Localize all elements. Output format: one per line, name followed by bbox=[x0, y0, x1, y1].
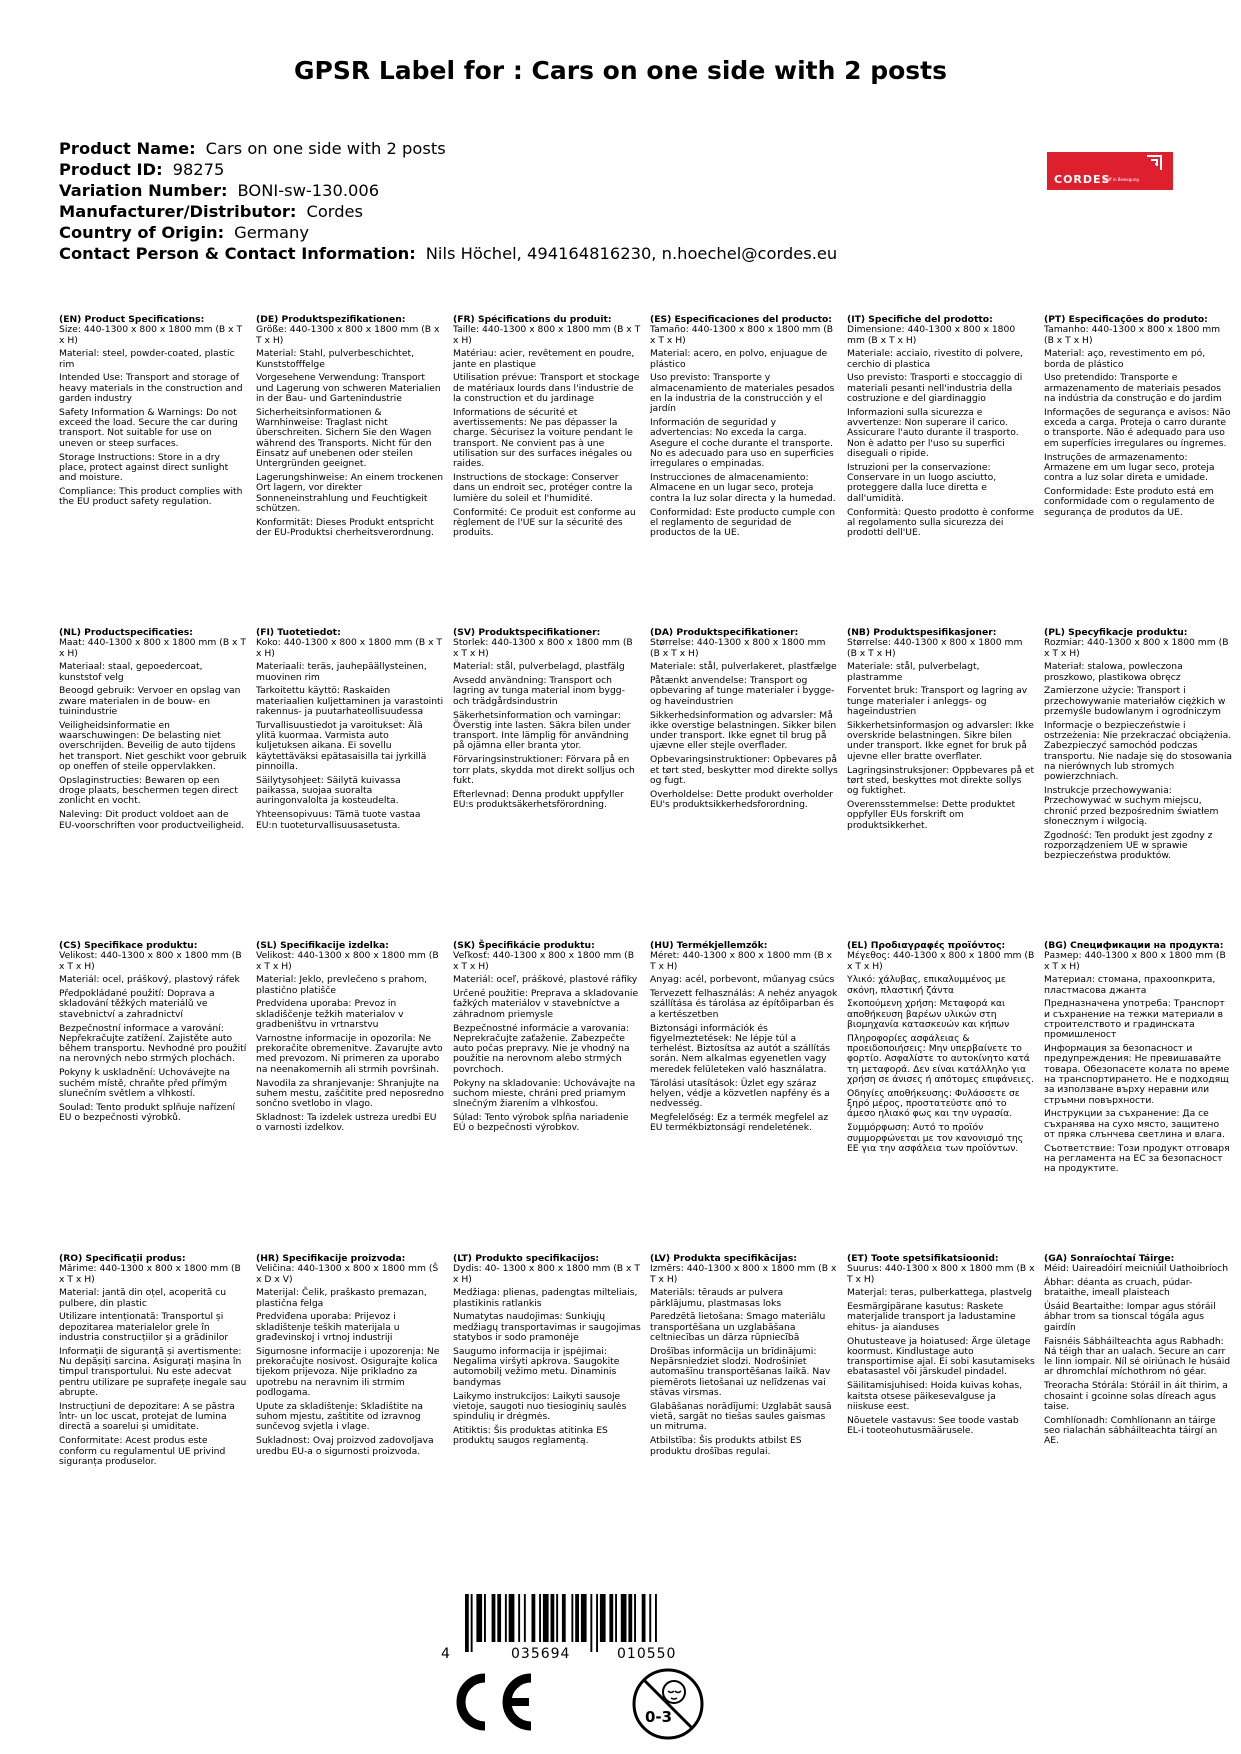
spec-paragraph: Σκοπούμενη χρήση: Μεταφορά και αποθήκευση βαρέων υλικών στη βιομηχανία κατασκευών και κήπων bbox=[847, 998, 1010, 1031]
spec-paragraph: Nõuetele vastavus: See toode vastab EL-i tooteohutusmäärusele. bbox=[847, 1414, 1019, 1436]
spec-paragraph: Lagringsinstruksjoner: Oppbevares på et tørt sted, beskyttes mot direkte sollys og fuktighet. bbox=[847, 764, 1035, 797]
barcode-bars bbox=[465, 1594, 657, 1652]
spec-paragraph: Opbevaringsinstruktioner: Opbevares på et tørt sted, beskytter mod direkte sollys og fugt. bbox=[650, 754, 838, 786]
barcode-bar bbox=[642, 1594, 646, 1642]
spec-paragraph: Instrukcje przechowywania: Przechowywać w suchym miejscu, chronić przed bezpośrednim światłem słonecznym i wilgocią. bbox=[1044, 785, 1219, 828]
barcode-bar bbox=[649, 1594, 651, 1642]
spec-paragraph: Soulad: Tento produkt splňuje nařízení EU o bezpečnosti výrobků. bbox=[59, 1101, 236, 1123]
spec-paragraph: Intended Use: Transport and storage of heavy materials in the construction and garden industry bbox=[59, 372, 243, 405]
spec-paragraph: Předpokládané použití: Doprava a skladování těžkých materiálů ve stavebnictví a zahradnictví bbox=[59, 988, 215, 1020]
product-id-value: 98275 bbox=[172, 160, 225, 179]
spec-paragraph: Tarkoitettu käyttö: Raskaiden materiaalien kuljettaminen ja varastointi rakennus- ja puutarhateollisuudessa bbox=[256, 685, 444, 718]
spec-paragraph: Conformitate: Acest produs este conform cu regulamentul UE privind siguranța produselor. bbox=[59, 1435, 226, 1467]
spec-paragraph: Bezpečnostní informace a varování: Nepřekračujte zatížení. Zajistěte auto během transportu. Nevhodné pro použití na nerovných nebo strmých plochách. bbox=[59, 1022, 247, 1065]
spec-block bbox=[1044, 1254, 1232, 1450]
spec-paragraph: Taille: 440-1300 x 800 x 1800 mm (B x T x H) bbox=[453, 324, 641, 346]
spec-paragraph: Materjal: teras, pulberkattega, plastvelg bbox=[847, 1287, 1032, 1299]
spec-paragraph: Drošības informācija un brīdinājumi: Nepārsniedziet slodzi. Nodrošiniet automašīnu transportēšanas laikā. Nav piemērots lietošanai uz nelīdzenas vai stāvas virsmas. bbox=[650, 1345, 831, 1399]
spec-block bbox=[256, 315, 444, 542]
barcode-bar bbox=[562, 1594, 566, 1642]
barcode-bar bbox=[532, 1594, 536, 1642]
spec-block bbox=[59, 315, 247, 511]
spec-paragraph: Pokyny na skladovanie: Uchovávajte na suchom mieste, chráni pred priamym slnečným žiarením a vlhkosťou. bbox=[453, 1077, 636, 1110]
page-title: GPSR Label for : Cars on one side with 2 posts bbox=[294, 56, 947, 85]
barcode-bar bbox=[575, 1594, 579, 1642]
barcode-bar bbox=[543, 1594, 549, 1642]
spec-paragraph: Saugumo informacija ir įspėjimai: Negalima viršyti apkrova. Saugokite automobilį vežimo metu. Dinaminis bandymas bbox=[453, 1345, 620, 1388]
spec-paragraph: Предназначена употреба: Транспорт и съхранение на тежки материали в строителството и градинската промишленост bbox=[1044, 998, 1225, 1041]
spec-heading: (ET) Toote spetsifikatsioonid: bbox=[847, 1253, 999, 1264]
spec-paragraph: Naleving: Dit product voldoet aan de EU-voorschriften voor productveiligheid. bbox=[59, 809, 245, 831]
spec-heading: (NL) Productspecificaties: bbox=[59, 627, 193, 638]
spec-paragraph: Säkerhetsinformation och varningar: Överstig inte lasten. Säkra bilen under transport. Inte lämplig för användning på ojämna eller branta ytor. bbox=[453, 709, 631, 752]
spec-paragraph: Utilizare intenționată: Transportul și depozitarea materialelor grele în industria construcțiilor și a grădinilor bbox=[59, 1311, 229, 1344]
spec-heading: (BG) Спецификации на продукта: bbox=[1044, 940, 1224, 951]
spec-paragraph: Faisnéis Sábháilteachta agus Rabhadh: Ná téigh thar an ualach. Secure an carr le linn iompair. Níl sé oiriúnach le húsáid ar dhromchlaí míchothrom nó géar. bbox=[1044, 1335, 1231, 1378]
spec-paragraph: Predvidena uporaba: Prevoz in skladiščenje težkih materialov v gradbeništvu in vrtnarstvu bbox=[256, 998, 404, 1031]
variation-number-value: BONI-sw-130.006 bbox=[237, 181, 380, 200]
spec-paragraph: Turvallisuustiedot ja varoitukset: Älä ylitä kuormaa. Varmista auto kuljetuksen aikana. Ei sovellu käytettäväksi epätasaisilla tai jyrkillä pinnoilla. bbox=[256, 719, 427, 773]
spec-paragraph: Μέγεθος: 440-1300 x 800 x 1800 mm (B x T x H) bbox=[847, 950, 1035, 972]
spec-paragraph: Materiāls: tērauds ar pulvera pārklājumu, plastmasas loks bbox=[650, 1287, 784, 1309]
spec-paragraph: Инструкции за съхранение: Да се съхранява на сухо място, защитено от пряка слънчева светлина и влага. bbox=[1044, 1108, 1225, 1141]
spec-block bbox=[256, 1254, 444, 1460]
spec-paragraph: Съответствие: Този продукт отговаря на регламента на ЕС за безопасност на продуктите. bbox=[1044, 1142, 1230, 1175]
spec-paragraph: Materiale: acciaio, rivestito di polvere, cerchio di plastica bbox=[847, 348, 1023, 370]
spec-block bbox=[1044, 941, 1232, 1178]
barcode-bar bbox=[590, 1594, 592, 1652]
contact-row bbox=[59, 243, 837, 264]
spec-block bbox=[650, 1254, 838, 1460]
barcode-bar bbox=[465, 1594, 469, 1652]
contact-label: Contact Person & Contact Information: bbox=[59, 244, 416, 263]
spec-paragraph: Material: Stahl, pulverbeschichtet, Kunststofffelge bbox=[256, 348, 415, 370]
spec-paragraph: Velikost: 440-1300 x 800 x 1800 mm (B x T x H) bbox=[256, 950, 439, 972]
spec-paragraph: Veiligheidsinformatie en waarschuwingen: De belasting niet overschrijden. Beveilig de auto tijdens het transport. Niet geschikt voor gebruik op oneffen of steile oppervlakken. bbox=[59, 719, 247, 773]
spec-paragraph: Instructions de stockage: Conserver dans un endroit sec, protéger contre la lumière du soleil et l'humidité. bbox=[453, 472, 633, 504]
spec-paragraph: Sukladnost: Ovaj proizvod zadovoljava uredbu EU-a o sigurnosti proizvoda. bbox=[256, 1435, 434, 1457]
spec-paragraph: Materiaali: teräs, jauhepäällysteinen, muovinen rim bbox=[256, 661, 427, 683]
barcode-digits-left: 035694 bbox=[511, 1646, 571, 1660]
barcode-bar bbox=[609, 1594, 613, 1642]
spec-block bbox=[650, 628, 838, 814]
spec-paragraph: Materiál: oceľ, práškové, plastové ráfiky bbox=[453, 974, 638, 986]
country-value: Germany bbox=[234, 223, 309, 242]
spec-paragraph: Numatytas naudojimas: Sunkiųjų medžiagų transportavimas ir saugojimas statybos ir sodo pramonėje bbox=[453, 1311, 641, 1344]
logo-text: CORDES bbox=[1054, 173, 1111, 186]
spec-paragraph: Opslaginstructies: Bewaren op een droge plaats, beschermen tegen direct zonlicht en vocht. bbox=[59, 774, 238, 807]
spec-paragraph: Rozmiar: 440-1300 x 800 x 1800 mm (B x T x H) bbox=[1044, 637, 1229, 659]
spec-paragraph: Pokyny k uskladnění: Uchovávejte na suchém místě, chraňte před přímým slunečním světlem a vlhkostí. bbox=[59, 1067, 231, 1099]
spec-block bbox=[453, 315, 641, 542]
spec-paragraph: Maat: 440-1300 x 800 x 1800 mm (B x T x H) bbox=[59, 637, 247, 659]
spec-paragraph: Upute za skladištenje: Skladištite na suhom mjestu, zaštitite od izravnog sunčevog svjetla i vlage. bbox=[256, 1400, 423, 1433]
spec-paragraph: Materiale: stål, pulverlakeret, plastfælge bbox=[650, 661, 837, 673]
spec-paragraph: Información de seguridad y advertencias: No exceda la carga. Asegure el coche durante el transporte. No es adecuado para uso en superficies irregulares o empinadas. bbox=[650, 417, 834, 470]
spec-paragraph: Vorgesehene Verwendung: Transport und Lagerung von schweren Materialien in der Bau- und Gartenindustrie bbox=[256, 372, 441, 405]
spec-block bbox=[453, 941, 641, 1137]
ce-mark-icon bbox=[455, 1672, 537, 1732]
spec-block bbox=[847, 628, 1035, 834]
spec-block bbox=[453, 1254, 641, 1450]
barcode-bar bbox=[581, 1594, 587, 1642]
spec-block bbox=[59, 628, 247, 834]
spec-heading: (CS) Specifikace produktu: bbox=[59, 940, 198, 951]
barcode bbox=[441, 1594, 761, 1660]
spec-paragraph: Storage Instructions: Store in a dry place, protect against direct sunlight and moisture. bbox=[59, 451, 229, 484]
spec-heading: (RO) Specificații produs: bbox=[59, 1253, 186, 1264]
spec-block bbox=[847, 1254, 1035, 1440]
product-id-row bbox=[59, 159, 837, 180]
spec-paragraph: Conformidad: Este producto cumple con el reglamento de seguridad de productos de la UE. bbox=[650, 506, 836, 539]
spec-heading: (EN) Product Specifications: bbox=[59, 314, 205, 325]
spec-heading: (IT) Specifiche del prodotto: bbox=[847, 314, 993, 325]
spec-paragraph: Izmērs: 440-1300 x 800 x 1800 mm (B x T x H) bbox=[650, 1263, 837, 1285]
spec-paragraph: Uso previsto: Transporte y almacenamiento de materiales pesados en la industria de la construcción y el jardín bbox=[650, 372, 835, 415]
spec-paragraph: Utilisation prévue: Transport et stockage de matériaux lourds dans l'industrie de la construction et du jardinage bbox=[453, 372, 640, 405]
spec-paragraph: Overensstemmelse: Dette produktet oppfyller EUs forskrift om produktsikkerhet. bbox=[847, 798, 1016, 831]
spec-paragraph: Materiale: stål, pulverbelagt, plastramme bbox=[847, 661, 980, 683]
spec-paragraph: Информация за безопасност и предупреждения: Не превишавайте товара. Обезопасете колата по време на транспортирането. Не е подходящ за използване върху неравни или стръмни повърхности. bbox=[1044, 1043, 1230, 1106]
spec-paragraph: Velikost: 440-1300 x 800 x 1800 mm (B x T x H) bbox=[59, 950, 242, 972]
spec-paragraph: Predviđena uporaba: Prijevoz i skladištenje teških materijala u građevinskoj i vrtnoj industriji bbox=[256, 1311, 400, 1344]
spec-paragraph: Material: Jeklo, prevlečeno s prahom, plastično platišče bbox=[256, 974, 428, 996]
spec-paragraph: Säilytysohjeet: Säilytä kuivassa paikassa, suojaa suoralta auringonvalolta ja kosteudelta. bbox=[256, 774, 401, 807]
spec-paragraph: Material: jantă din oțel, acoperită cu pulbere, din plastic bbox=[59, 1287, 227, 1309]
spec-block bbox=[256, 628, 444, 834]
spec-paragraph: Lagerungshinweise: An einem trockenen Ort lagern, vor direkter Sonneneinstrahlung und Feuchtigkeit schützen. bbox=[256, 472, 444, 515]
manufacturer-value: Cordes bbox=[306, 202, 364, 221]
spec-paragraph: Größe: 440-1300 x 800 x 1800 mm (B x T x H) bbox=[256, 324, 440, 346]
spec-paragraph: Informations de sécurité et avertissements: Ne pas dépasser la charge. Sécurisez la voiture pendant le transport. Ne convient pas à une utilisation sur des surfaces inégales ou raides. bbox=[453, 406, 633, 470]
spec-paragraph: Πληροφορίες ασφάλειας & προειδοποιήσεις: Μην υπερβαίνετε το φορτίο. Ασφαλίστε το αυτοκίνητο κατά τη μεταφορά. Δεν είναι κατάλληλο για χρήση σε άνισες ή απότομες επιφάνειες. bbox=[847, 1032, 1035, 1086]
spec-paragraph: Safety Information & Warnings: Do not exceed the load. Secure the car during transport. Not suitable for use on uneven or steep surfaces. bbox=[59, 406, 238, 449]
spec-paragraph: Laikymo instrukcijos: Laikyti sausoje vietoje, saugoti nuo tiesioginių saulės spindulių ir drėgmės. bbox=[453, 1390, 627, 1423]
product-info bbox=[59, 138, 837, 264]
barcode-bar bbox=[471, 1594, 473, 1652]
spec-block bbox=[256, 941, 444, 1137]
logo-slogan: Griff in Bewegung bbox=[1103, 177, 1139, 182]
spec-block bbox=[847, 315, 1035, 542]
spec-paragraph: Förvaringsinstruktioner: Förvara på en torr plats, skydda mot direkt solljus och fukt. bbox=[453, 754, 635, 786]
barcode-bar bbox=[615, 1594, 617, 1642]
spec-paragraph: Tamaño: 440-1300 x 800 x 1800 mm (B x T x H) bbox=[650, 324, 834, 346]
barcode-bar bbox=[634, 1594, 636, 1642]
spec-paragraph: Sicherheitsinformationen & Warnhinweise: Traglast nicht überschreiten. Sichern Sie den Wagen während des Transports. Nicht für den Einsatz auf unebenen oder steilen Untergründen geeignet. bbox=[256, 406, 432, 470]
contact-value: Nils Höchel, 494164816230, n.hoechel@cordes.eu bbox=[425, 244, 838, 263]
spec-heading: (PL) Specyfikacje produktu: bbox=[1044, 627, 1188, 638]
spec-paragraph: Ohutusteave ja hoiatused: Ärge ületage koormust. Kindlustage auto transportimise ajal. Ei sobi kasutamiseks ebatasastel või järskudel pindadel. bbox=[847, 1335, 1035, 1378]
spec-heading: (GA) Sonraíochtaí Táirge: bbox=[1044, 1253, 1175, 1264]
spec-paragraph: Forventet bruk: Transport og lagring av tunge materialer i anleggs- og hageindustrien bbox=[847, 685, 1028, 718]
spec-paragraph: Материал: стомана, прахоопкрита, пластмасова джанта bbox=[1044, 974, 1216, 996]
barcode-bar bbox=[600, 1594, 606, 1642]
spec-heading: (DA) Produktspecifikationer: bbox=[650, 627, 799, 638]
barcode-bar bbox=[518, 1594, 520, 1642]
spec-paragraph: Storlek: 440-1300 x 800 x 1800 mm (B x T x H) bbox=[453, 637, 633, 659]
spec-paragraph: Eesmärgipärane kasutus: Raskete materjalide transport ja ladustamine ehitus- ja aianduses bbox=[847, 1301, 1016, 1333]
spec-paragraph: Sigurnosne informacije i upozorenja: Ne prekoračujte nosivost. Osigurajte kolica tijekom prijevoza. Nije prikladno za upotrebu na neravnim ili strmim podlogama. bbox=[256, 1345, 440, 1399]
spec-heading: (SL) Specifikacije izdelka: bbox=[256, 940, 389, 951]
spec-paragraph: Tárolási utasítások: Üzlet egy száraz helyen, védje a közvetlen napfény és a nedvesség. bbox=[650, 1077, 830, 1110]
barcode-digit-prefix: 4 bbox=[441, 1646, 450, 1660]
spec-paragraph: Informații de siguranță și avertismente: Nu depășiți sarcina. Asigurați mașina în timpul transportului. Nu este adecvat pentru utilizare pe suprafețe inegale sau abrupte. bbox=[59, 1345, 247, 1399]
spec-paragraph: Размер: 440-1300 x 800 x 1800 mm (B x T x H) bbox=[1044, 950, 1226, 972]
spec-paragraph: Atbilstība: Šis produkts atbilst ES produktu drošības regulai. bbox=[650, 1435, 802, 1457]
barcode-bar bbox=[556, 1594, 558, 1642]
spec-paragraph: Ábhar: déanta as cruach, púdar-brataithe, imeall plaisteach bbox=[1044, 1277, 1193, 1299]
country-label: Country of Origin: bbox=[59, 223, 225, 242]
spec-paragraph: Matériau: acier, revêtement en poudre, jante en plastique bbox=[453, 348, 635, 370]
spec-paragraph: Tamanho: 440-1300 x 800 x 1800 mm (B x T x H) bbox=[1044, 324, 1221, 346]
spec-paragraph: Uso pretendido: Transporte e armazenamento de materiais pesados na indústria da construção e do jardim bbox=[1044, 372, 1222, 405]
spec-heading: (EL) Προδιαγραφές προϊόντος: bbox=[847, 940, 1006, 951]
spec-paragraph: Koko: 440-1300 x 800 x 1800 mm (B x T x H) bbox=[256, 637, 443, 659]
spec-paragraph: Conformidade: Este produto está em conformidade com o regulamento de segurança de produtos da UE. bbox=[1044, 485, 1215, 518]
spec-paragraph: Určené použitie: Preprava a skladovanie ťažkých materiálov v stavebníctve a záhradnom priemysle bbox=[453, 988, 639, 1020]
spec-paragraph: Paredzētā lietošana: Smago materiālu transportēšana un uzglabāšana celtniecības un dārza rūpniecībā bbox=[650, 1311, 826, 1344]
barcode-bar bbox=[628, 1594, 632, 1642]
product-name-value: Cars on one side with 2 posts bbox=[205, 139, 446, 158]
spec-paragraph: Conformité: Ce produit est conforme au règlement de l'UE sur la sécurité des produits. bbox=[453, 506, 636, 539]
spec-paragraph: Bezpečnostné informácie a varovania: Neprekračujte zaťaženie. Zabezpečte auto počas prepravy. Nie je vhodný na použitie na nerovnom alebo strmých povrchoch. bbox=[453, 1022, 630, 1075]
spec-paragraph: Uso previsto: Trasporti e stoccaggio di materiali pesanti nell'industria della costruzione e del giardinaggio bbox=[847, 372, 1023, 405]
manufacturer-label: Manufacturer/Distributor: bbox=[59, 202, 297, 221]
variation-number-row bbox=[59, 180, 837, 201]
spec-paragraph: Biztonsági információk és figyelmeztetések: Ne lépje túl a terhelést. Biztosítsa az autót a szállítás során. Nem alkalmas egyenetlen vagy meredek felületeken való használatra. bbox=[650, 1022, 830, 1075]
spec-paragraph: Sikkerhetsinformasjon og advarsler: Ikke overskride belastningen. Sikre bilen under transport. Ikke egnet for bruk på ujevne eller bratte overflater. bbox=[847, 719, 1034, 762]
spec-paragraph: Varnostne informacije in opozorila: Ne prekoračite obremenitve. Zavarujte avto med prevozom. Ni primeren za uporabo na neenakomernih ali strmih površinah. bbox=[256, 1032, 443, 1075]
spec-paragraph: Mărime: 440-1300 x 800 x 1800 mm (B x T x H) bbox=[59, 1263, 241, 1285]
spec-paragraph: Megfelelőség: Ez a termék megfelel az EU termékbiztonsági rendeletének. bbox=[650, 1111, 829, 1134]
spec-paragraph: Úsáid Beartaithe: Iompar agus stóráil ábhar trom sa tionscal tógála agus gairdín bbox=[1044, 1301, 1216, 1333]
spec-paragraph: Materiał: stalowa, powleczona proszkowo, plastikowa obręcz bbox=[1044, 661, 1183, 683]
manufacturer-row bbox=[59, 201, 837, 222]
spec-paragraph: Overholdelse: Dette produkt overholder EU's produktsikkerhedsforordning. bbox=[650, 788, 834, 810]
spec-paragraph: Material: aço, revestimento em pó, borda de plástico bbox=[1044, 348, 1206, 370]
spec-paragraph: Anyag: acél, porbevont, műanyag csúcs bbox=[650, 974, 835, 986]
barcode-digits-right: 010550 bbox=[617, 1646, 677, 1660]
product-id-label: Product ID: bbox=[59, 160, 163, 179]
barcode-bar bbox=[484, 1594, 486, 1642]
spec-paragraph: Istruzioni per la conservazione: Conservare in un luogo asciutto, proteggere dalla luce diretta e dall'umidità. bbox=[847, 461, 997, 504]
barcode-bar bbox=[596, 1594, 598, 1652]
spec-heading: (ES) Especificaciones del producto: bbox=[650, 314, 832, 325]
spec-paragraph: Størrelse: 440-1300 x 800 x 1800 mm (B x T x H) bbox=[650, 637, 826, 659]
spec-paragraph: Størrelse: 440-1300 x 800 x 1800 mm (B x T x H) bbox=[847, 637, 1023, 659]
spec-paragraph: Material: steel, powder-coated, plastic rim bbox=[59, 348, 235, 370]
spec-heading: (SV) Produktspecifikationer: bbox=[453, 627, 601, 638]
spec-paragraph: Méid: Uaireadóirí meicniúil Uathoibríoch bbox=[1044, 1263, 1229, 1275]
barcode-bar bbox=[509, 1594, 515, 1642]
spec-heading: (HU) Termékjellemzők: bbox=[650, 940, 768, 951]
spec-paragraph: Suurus: 440-1300 x 800 x 1800 mm (B x T x H) bbox=[847, 1263, 1035, 1285]
spec-paragraph: Glabāšanas norādījumi: Uzglabāt sausā vietā, sargāt no tiešas saules gaismas un mitruma. bbox=[650, 1400, 832, 1433]
spec-paragraph: Materiaal: staal, gepoedercoat, kunststof velg bbox=[59, 661, 203, 683]
spec-paragraph: Dydis: 40- 1300 x 800 x 1800 mm (B x T x H) bbox=[453, 1263, 640, 1285]
spec-heading: (FR) Spécifications du produit: bbox=[453, 314, 612, 325]
spec-paragraph: Instruções de armazenamento: Armazene em um lugar seco, proteja contra a luz solar direta e umidade. bbox=[1044, 451, 1215, 484]
spec-paragraph: Avsedd användning: Transport och lagring av tunga material inom bygg- och trädgårdsindustrin bbox=[453, 675, 625, 707]
spec-paragraph: Veličina: 440-1300 x 800 x 1800 mm (Š x D x V) bbox=[256, 1263, 439, 1285]
spec-paragraph: Zgodność: Ten produkt jest zgodny z rozporządzeniem UE w sprawie bezpieczeństwa produktów. bbox=[1044, 829, 1213, 862]
spec-paragraph: Size: 440-1300 x 800 x 1800 mm (B x T x H) bbox=[59, 324, 243, 346]
spec-paragraph: Sikkerhedsinformation og advarsler: Må ikke overstige belastningen. Sikker bilen under transport. Ikke egnet til brug på ujævne eller stejle overflader. bbox=[650, 709, 837, 752]
spec-paragraph: Materiál: ocel, práškový, plastový ráfek bbox=[59, 974, 240, 986]
product-name-label: Product Name: bbox=[59, 139, 196, 158]
spec-paragraph: Compliance: This product complies with the EU product safety regulation. bbox=[59, 485, 243, 508]
barcode-bar bbox=[476, 1594, 482, 1642]
barcode-bar bbox=[655, 1594, 657, 1642]
barcode-bar bbox=[551, 1594, 555, 1642]
spec-paragraph: Yhteensopivuus: Tämä tuote vastaa EU:n tuoteturvallisuusasetusta. bbox=[256, 809, 421, 831]
spec-block bbox=[1044, 315, 1232, 521]
barcode-bar bbox=[524, 1594, 526, 1642]
spec-paragraph: Instrucciones de almacenamiento: Almacene en un lugar seco, proteja contra la luz solar directa y la humedad. bbox=[650, 472, 836, 504]
spec-paragraph: Υλικό: χάλυβας, επικαλυμμένος με σκόνη, πλαστική ζάντα bbox=[847, 974, 1006, 996]
spec-paragraph: Comhlíonadh: Comhlíonann an táirge seo rialachán sábháilteachta táirgí an AE. bbox=[1044, 1414, 1218, 1447]
age-warning-icon bbox=[631, 1667, 705, 1741]
barcode-bar bbox=[621, 1594, 627, 1642]
spec-block bbox=[453, 628, 641, 814]
spec-paragraph: Atitiktis: Šis produktas atitinka ES produktų saugos reglamentą. bbox=[453, 1424, 608, 1447]
spec-paragraph: Informações de segurança e avisos: Não exceda a carga. Proteja o carro durante o transporte. Não é adequado para uso em superfícies irregulares ou íngremes. bbox=[1044, 406, 1231, 449]
product-name-row bbox=[59, 138, 837, 159]
spec-paragraph: Påtænkt anvendelse: Transport og opbevaring af tunge materialer i bygge- og haveindustrien bbox=[650, 675, 835, 707]
spec-paragraph: Súlad: Tento výrobok spĺňa nariadenie EÚ o bezpečnosti výrobkov. bbox=[453, 1111, 629, 1134]
spec-heading: (NB) Produktspesifikasjoner: bbox=[847, 627, 997, 638]
spec-block bbox=[650, 315, 838, 542]
spec-heading: (PT) Especificações do produto: bbox=[1044, 314, 1208, 325]
barcode-bar bbox=[539, 1594, 541, 1642]
spec-paragraph: Veľkosť: 440-1300 x 800 x 1800 mm (B x T x H) bbox=[453, 950, 635, 972]
spec-heading: (SK) Špecifikácie produktu: bbox=[453, 940, 595, 951]
spec-paragraph: Konformität: Dieses Produkt entspricht der EU-Produktsi cherheitsverordnung. bbox=[256, 516, 434, 539]
barcode-bar bbox=[505, 1594, 507, 1642]
spec-paragraph: Säilitamisjuhised: Hoida kuivas kohas, kaitsta otsese päikesevalguse ja niiskuse eest. bbox=[847, 1380, 1023, 1412]
cordes-logo bbox=[1047, 152, 1173, 190]
spec-paragraph: Material: acero, en polvo, enjuague de plástico bbox=[650, 348, 828, 370]
spec-paragraph: Material: stål, pulverbelagd, plastfälg bbox=[453, 661, 625, 673]
spec-paragraph: Zamierzone użycie: Transport i przechowywanie materiałów ciężkich w przemyśle budowlanym i ogrodniczym bbox=[1044, 685, 1226, 718]
country-row bbox=[59, 222, 837, 243]
spec-paragraph: Informacje o bezpieczeństwie i ostrzeżenia: Nie przekraczać obciążenia. Zabezpieczyć samochód podczas transportu. Nie nadaje się do stosowania na nierównych lub stromych powierzchniach. bbox=[1044, 719, 1233, 783]
spec-block bbox=[59, 1254, 247, 1471]
variation-number-label: Variation Number: bbox=[59, 181, 228, 200]
spec-paragraph: Medžiaga: plienas, padengtas milteliais, plastikinis ratlankis bbox=[453, 1287, 638, 1309]
spec-paragraph: Méret: 440-1300 x 800 x 1800 mm (B x T x H) bbox=[650, 950, 833, 972]
spec-block bbox=[1044, 628, 1232, 865]
barcode-bar bbox=[497, 1594, 501, 1642]
spec-heading: (LV) Produkta specifikācijas: bbox=[650, 1253, 797, 1264]
spec-paragraph: Treoracha Stórála: Stóráil in áit thirim, a chosaint i gcoinne solas díreach agus taise. bbox=[1044, 1380, 1228, 1412]
spec-block bbox=[847, 941, 1035, 1158]
spec-paragraph: Skladnost: Ta izdelek ustreza uredbi EU o varnosti izdelkov. bbox=[256, 1111, 437, 1134]
barcode-bar bbox=[571, 1594, 573, 1642]
spec-paragraph: Οδηγίες αποθήκευσης: Φυλάσσετε σε ξηρό μέρος, προστατεύστε από το άμεσο ηλιακό φως και την υγρασία. bbox=[847, 1087, 1020, 1120]
spec-paragraph: Efterlevnad: Denna produkt uppfyller EU:s produktsäkerhetsförordning. bbox=[453, 788, 624, 810]
barcode-bar bbox=[492, 1594, 496, 1642]
spec-block bbox=[59, 941, 247, 1127]
spec-paragraph: Conformità: Questo prodotto è conforme al regolamento sulla sicurezza dei prodotti dell'UE. bbox=[847, 506, 1035, 539]
spec-paragraph: Navodila za shranjevanje: Shranjujte na suhem mestu, zaščitite pred neposredno sončno svetlobo in vlago. bbox=[256, 1077, 444, 1110]
spec-block bbox=[650, 941, 838, 1137]
spec-heading: (FI) Tuotetiedot: bbox=[256, 627, 341, 638]
spec-paragraph: Συμμόρφωση: Αυτό το προϊόν συμμορφώνεται με τον κανονισμό της ΕΕ για την ασφάλεια των προϊόντων. bbox=[847, 1122, 1024, 1154]
spec-paragraph: Tervezett felhasználás: A nehéz anyagok szállítása és tárolása az építőiparban és a kertészetben bbox=[650, 988, 838, 1020]
spec-paragraph: Informazioni sulla sicurezza e avvertenze: Non superare il carico. Assicurare l'auto durante il trasporto. Non è adatto per l'uso su superfici diseguali o ripide. bbox=[847, 406, 1019, 460]
spec-heading: (LT) Produkto specifikacijos: bbox=[453, 1253, 600, 1264]
spec-paragraph: Dimensione: 440-1300 x 800 x 1800 mm (B x T x H) bbox=[847, 324, 1016, 346]
spec-paragraph: Instrucțiuni de depozitare: A se păstra într- un loc uscat, protejat de lumina directă a soarelui și umiditate. bbox=[59, 1400, 235, 1433]
spec-paragraph: Beoogd gebruik: Vervoer en opslag van zware materialen in de bouw- en tuinindustrie bbox=[59, 685, 241, 718]
spec-heading: (DE) Produktspezifikationen: bbox=[256, 314, 406, 325]
spec-heading: (HR) Specifikacije proizvoda: bbox=[256, 1253, 406, 1264]
age-warning-text: 0-3 bbox=[645, 1708, 673, 1726]
spec-paragraph: Materijal: Čelik, praškasto premazan, plastična felga bbox=[256, 1287, 427, 1309]
